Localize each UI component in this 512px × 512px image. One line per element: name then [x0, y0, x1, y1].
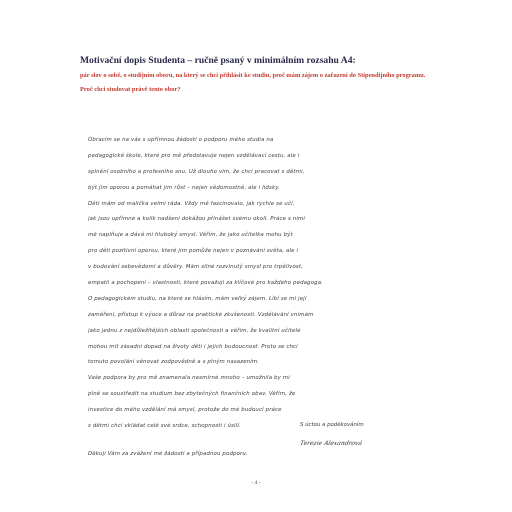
handwritten-signature: Terezie Alexandrová: [299, 440, 363, 447]
letter-line: tomuto povolání věnovat zodpovědně a s plným nasazením.: [88, 359, 260, 366]
letter-line: pro děti pozitivní oporou, které jim pomůže nejen v poznávání světa, ale i: [88, 248, 299, 255]
letter-signoff: S úctou a poděkováním: [300, 422, 364, 428]
letter-line: být jim oporou a pomáhat jim růst – nejen vědomostně, ale i lidsky.: [88, 184, 280, 191]
letter-line: mohou mít zásadní dopad na životy dětí i jejich budoucnost. Proto se chci: [88, 343, 298, 350]
form-title: Motivační dopis Studenta – ručně psaný v minimálním rozsahu A4:: [80, 55, 356, 66]
letter-closing: Děkuji Vám za zvážení mé žádosti a případnou podporu.: [88, 450, 248, 457]
letter-line: Vaše podpora by pro mě znamenala nesmírné mnoho – umožnila by mi: [88, 375, 290, 382]
form-instructions: pár slov o sobě, o studijním oboru, na který se chci přihlásit ke studiu, proč mám zájem o zařazení do Stipendijního programu.: [80, 72, 426, 79]
letter-line: splnění osobního a profesního snu. Už dlouho vím, že chci pracovat s dětmi,: [88, 168, 305, 175]
letter-line: investice do mého vzdělání má smysl, protože do mé budoucí práce: [88, 407, 282, 414]
page-number: - 4 -: [251, 480, 261, 486]
letter-line: empatii a pochopení – vlastnosti, které považuji za klíčové pro každého pedagoga.: [88, 280, 324, 287]
letter-line: zaměření, přístup k výuce a důraz na praktické zkušenosti. Vzdělávání vnímám: [88, 311, 314, 318]
letter-line: s dětmi chci vkládat celé své srdce, schopnosti i úsilí.: [88, 423, 241, 430]
letter-line: jak jsou upřímné a kolik nadšení dokážou přinášet svému okolí. Práce s nimi: [88, 216, 306, 223]
letter-line: O pedagogickém studiu, na které se hlásím, mám velký zájem. Líbí se mi její: [88, 295, 307, 302]
letter-line: pedagogické škole, které pro mě představuje nejen vzdělávací cestu, ale i: [88, 152, 300, 159]
letter-line: plně se soustředit na studium bez zbytečných finančních obav. Věřím, že: [88, 391, 296, 398]
paragraph-gap: [88, 435, 424, 447]
form-header: [80, 55, 460, 93]
form-question: Proč chci studovat právě tento obor?: [80, 86, 181, 93]
letter-line: jako jednu z nejdůležitějších oblastí společnosti a věřím, že kvalitní učitelé: [88, 327, 301, 334]
letter-line: v budování sebevědomí a důvěry. Mám silné rozvinutý smysl pro trpělivost,: [88, 264, 304, 271]
letter-line: Děti mám od malička velmi ráda. Vždy mě fascinovalo, jak rychle se učí,: [88, 200, 295, 207]
letter-line: Obracím se na vás s upřímnou žádostí o podporu mého studia na: [88, 137, 274, 143]
handwritten-letter: [88, 133, 424, 463]
letter-line: mě naplňuje a dává mi hluboký smysl. Věřím, že jako učitelka mohu být: [88, 232, 293, 239]
